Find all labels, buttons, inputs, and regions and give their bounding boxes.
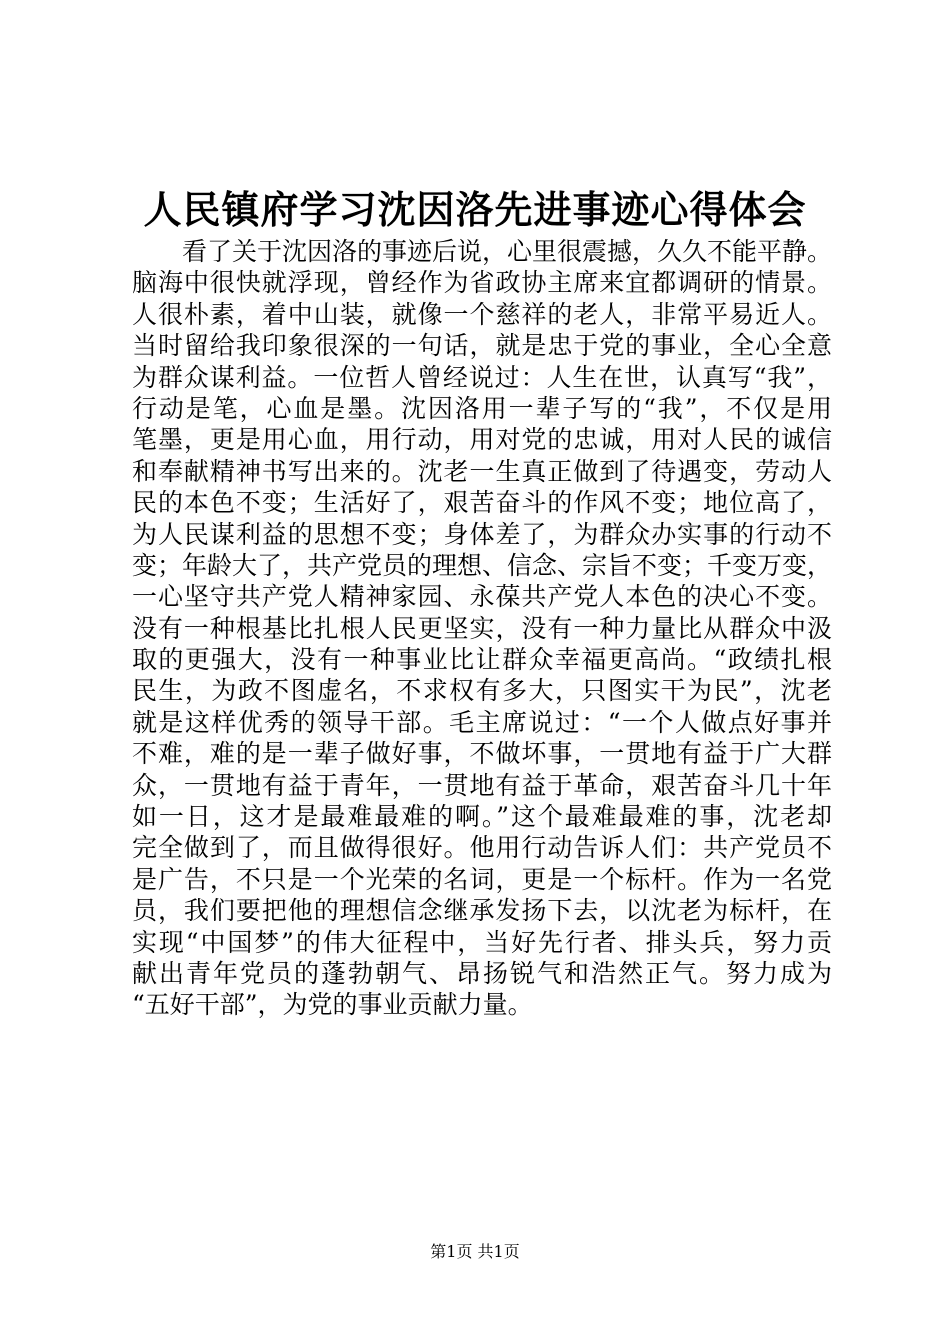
paragraph-line: 和奉献精神书写出来的。沈老一生真正做到了待遇变，劳动人 xyxy=(132,456,832,486)
paragraph-line: 民生，为政不图虚名，不求权有多大，只图实干为民”，沈老 xyxy=(132,676,832,706)
paragraph-line: 员，我们要把他的理想信念继承发扬下去，以沈老为标杆，在 xyxy=(132,896,832,926)
paragraph-line: 没有一种根基比扎根人民更坚实，没有一种力量比从群众中汲 xyxy=(132,613,832,643)
paragraph-line: 一心坚守共产党人精神家园、永葆共产党人本色的决心不变。 xyxy=(132,582,832,612)
paragraph-line: 人很朴素，着中山装，就像一个慈祥的老人，非常平易近人。 xyxy=(132,299,832,329)
paragraph-line: 实现“中国梦”的伟大征程中，当好先行者、排头兵，努力贡 xyxy=(132,927,832,957)
paragraph-line: 完全做到了，而且做得很好。他用行动告诉人们：共产党员不 xyxy=(132,833,832,863)
paragraph-line: 脑海中很快就浮现，曾经作为省政协主席来宜都调研的情景。 xyxy=(132,268,832,298)
paragraph-line: 如一日，这才是最难最难的啊。”这个最难最难的事，沈老却 xyxy=(132,802,832,832)
page-number-footer: 第1页 共1页 xyxy=(430,1242,520,1261)
paragraph-line: 当时留给我印象很深的一句话，就是忠于党的事业，全心全意 xyxy=(132,331,832,361)
paragraph-line: 行动是笔，心血是墨。沈因洛用一辈子写的“我”，不仅是用 xyxy=(132,393,832,423)
paragraph-line: 为人民谋利益的思想不变；身体差了，为群众办实事的行动不 xyxy=(132,519,832,549)
paragraph-line: 是广告，不只是一个光荣的名词，更是一个标杆。作为一名党 xyxy=(132,864,832,894)
paragraph-line: 不难，难的是一辈子做好事，不做坏事，一贯地有益于广大群 xyxy=(132,739,832,769)
document-title: 人民镇府学习沈因洛先进事迹心得体会 xyxy=(143,187,807,232)
paragraph-line: 众，一贯地有益于青年，一贯地有益于革命，艰苦奋斗几十年 xyxy=(132,770,832,800)
paragraph-line: 取的更强大，没有一种事业比让群众幸福更高尚。“政绩扎根 xyxy=(132,645,832,675)
paragraph-line: 民的本色不变；生活好了，艰苦奋斗的作风不变；地位高了， xyxy=(132,488,832,518)
paragraph-line: 献出青年党员的蓬勃朝气、昂扬锐气和浩然正气。努力成为 xyxy=(132,958,832,988)
paragraph-line: 变；年龄大了，共产党员的理想、信念、宗旨不变；千变万变， xyxy=(132,550,833,580)
body-paragraph xyxy=(132,236,832,1021)
paragraph-line: 就是这样优秀的领导干部。毛主席说过：“一个人做点好事并 xyxy=(132,707,832,737)
paragraph-line: 笔墨，更是用心血，用行动，用对党的忠诚，用对人民的诚信 xyxy=(132,425,832,455)
paragraph-line: “五好干部”，为党的事业贡献力量。 xyxy=(132,990,533,1020)
paragraph-line: 为群众谋利益。一位哲人曾经说过：人生在世，认真写“我”， xyxy=(132,362,832,392)
paragraph-line: 看了关于沈因洛的事迹后说，心里很震撼，久久不能平静。 xyxy=(182,237,833,266)
